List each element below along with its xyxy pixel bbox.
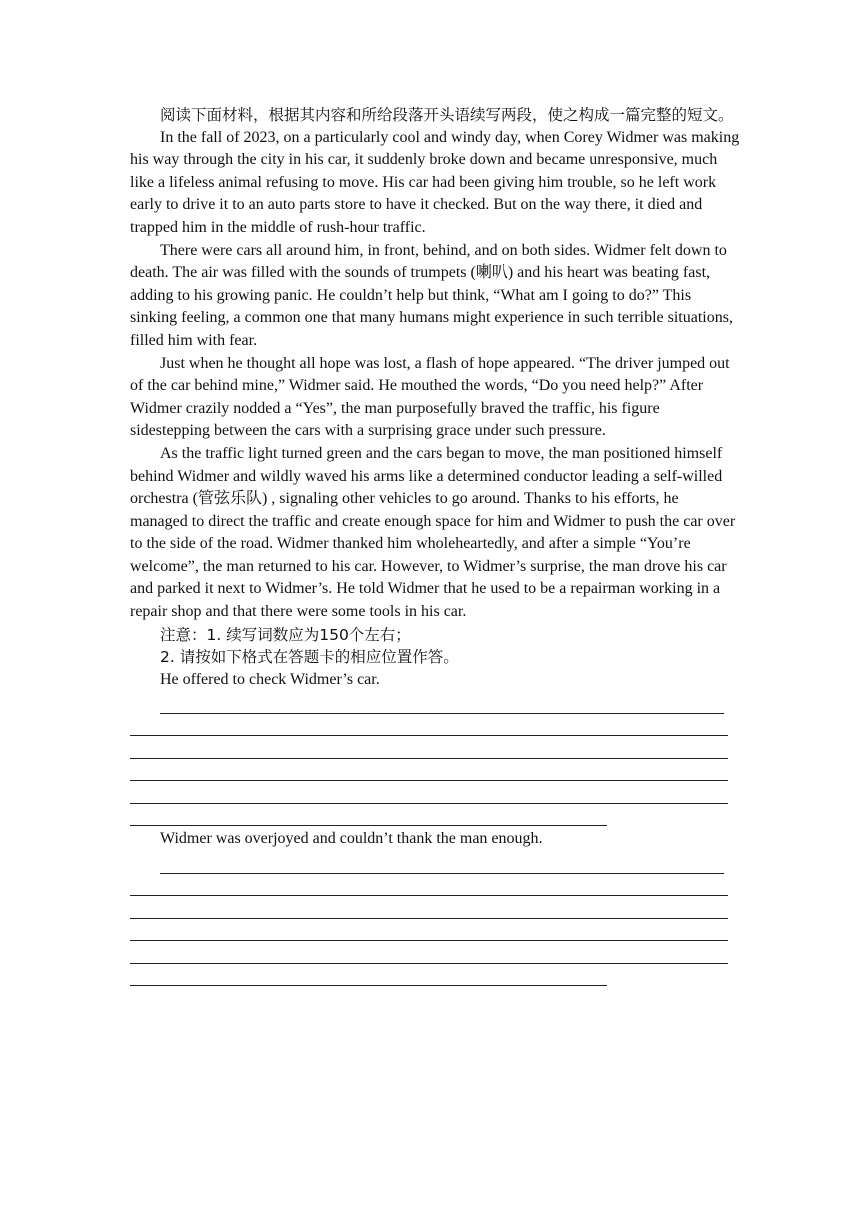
- answer-line[interactable]: [160, 851, 724, 874]
- answer-line[interactable]: [130, 736, 728, 759]
- note-word-count: 注意：1. 续写词数应为150个左右；: [160, 625, 411, 644]
- answer-section-1: [130, 669, 740, 827]
- answer-line[interactable]: [130, 804, 607, 827]
- paragraph-starter-1: He offered to check Widmer’s car.: [160, 670, 380, 688]
- passage-paragraph-1: In the fall of 2023, on a particularly cool and windy day, when Corey Widmer was making his way through the city in his car, it suddenly broke down and became unresponsive, much like a lifeless animal refusing to move. His car had been giving him trouble, so he left work early to drive it to an auto parts store to have it checked. But on the way there, it died and trapped him in the middle of rush-hour traffic.: [130, 128, 740, 236]
- task-instructions: 阅读下面材料，根据其内容和所给段落开头语续写两段，使之构成一篇完整的短文。: [160, 106, 734, 124]
- worksheet-page: [130, 104, 740, 986]
- answer-line[interactable]: [130, 714, 728, 737]
- answer-line[interactable]: [130, 964, 607, 987]
- answer-line[interactable]: [130, 781, 728, 804]
- answer-line[interactable]: [130, 919, 728, 942]
- note-format: 2. 请按如下格式在答题卡的相应位置作答。: [160, 648, 459, 667]
- passage-paragraph-4: As the traffic light turned green and the cars began to move, the man positioned himself behind Widmer and wildly waved his arms like a determined conductor leading a self-willed orchestra (管弦乐队) , signaling other vehicles to go around. Thanks to his efforts, he managed to direct the traffic and create enough space for him and Widmer to push the car over to the side of the road. Widmer thanked him wholeheartedly, and after a simple “You’re welcome”, the man returned to his car. However, to Widmer’s surprise, the man drove his car and parked it next to Widmer’s. He told Widmer that he used to be a repairman working in a repair shop and that there were some tools in his car.: [130, 444, 736, 621]
- paragraph-starter-2: Widmer was overjoyed and couldn’t thank the man enough.: [160, 830, 543, 848]
- passage-paragraph-3: Just when he thought all hope was lost, a flash of hope appeared. “The driver jumped out of the car behind mine,” Widmer said. He mouthed the words, “Do you need help?” After Widmer crazily nodded a “Yes”, the man purposefully braved the traffic, his figure sidestepping between the cars with a surprising grace under such pressure.: [130, 354, 730, 440]
- passage-paragraph-2: There were cars all around him, in front, behind, and on both sides. Widmer felt down to death. The air was filled with the sounds of trumpets (喇叭) and his heart was beating fast, adding to his growing panic. He couldn’t help but think, “What am I going to do?” This sinking feeling, a common one that many humans might experience in such terrible situations, filled him with fear.: [130, 241, 733, 349]
- answer-line[interactable]: [130, 759, 728, 782]
- answer-line[interactable]: [160, 691, 724, 714]
- answer-line[interactable]: [130, 874, 728, 897]
- answer-section-2: [130, 828, 740, 986]
- answer-line[interactable]: [130, 896, 728, 919]
- answer-line[interactable]: [130, 941, 728, 964]
